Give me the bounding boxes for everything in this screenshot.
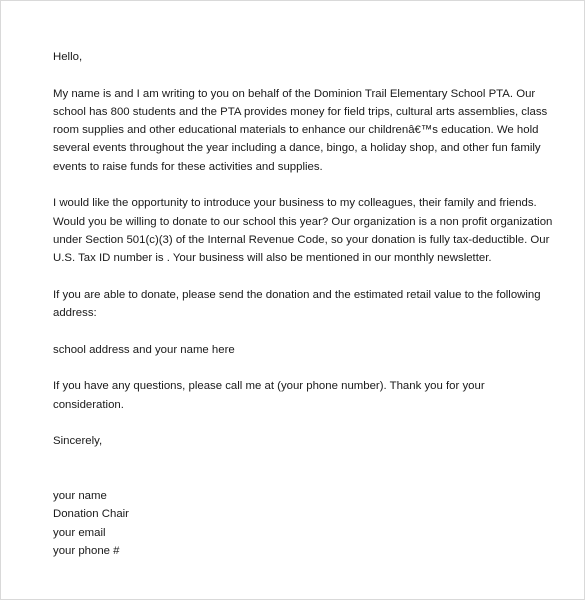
closing: Sincerely,	[53, 435, 103, 448]
signature-spacer	[53, 451, 553, 488]
signature-email: your email	[53, 526, 106, 539]
donation-instructions-paragraph: If you are able to donate, please send the donation and the estimated retail value to the following address:	[53, 288, 541, 320]
signature-phone: your phone #	[53, 545, 120, 558]
contact-paragraph: If you have any questions, please call me at (your phone number). Thank you for your consideration.	[53, 380, 485, 411]
letter-body	[53, 48, 553, 560]
spacer	[53, 66, 553, 84]
signature-name: your name	[53, 490, 107, 503]
intro-paragraph: My name is and I am writing to you on behalf of the Dominion Trail Elementary School PTA. Our school has 800 students and the PTA provides money for field trips, cultural arts assemblies, class room supplies and other educational materials to enhance our childrenâ€™s education. We hold several events throughout the year including a dance, bingo, a holiday shop, and other fun family events to raise funds for these activities and supplies.	[53, 87, 548, 173]
spacer	[53, 322, 553, 340]
spacer	[53, 359, 553, 377]
address-line: school address and your name here	[53, 343, 235, 356]
spacer	[53, 268, 553, 286]
greeting: Hello,	[53, 51, 83, 63]
spacer	[53, 414, 553, 432]
signature-title: Donation Chair	[53, 508, 129, 521]
spacer	[53, 176, 553, 194]
request-paragraph: I would like the opportunity to introduce your business to my colleagues, their family and friends. Would you be willing to donate to our school this year? Our organization is a non profit organization under Section 501(c)(3) of the Internal Revenue Code, so your donation is fully tax-deductible. Our U.S. Tax ID number is . Your business will also be mentioned in our monthly newsletter.	[53, 197, 553, 265]
